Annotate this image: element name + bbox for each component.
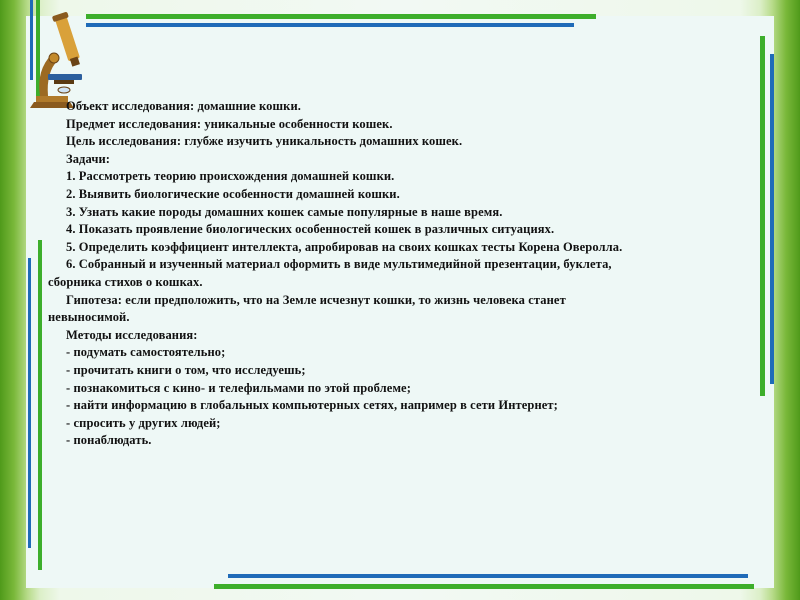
- microscope-icon: [30, 10, 96, 110]
- hypothesis: Гипотеза: если предположить, что на Земле исчезнут кошки, то жизнь человека станет: [66, 292, 566, 307]
- task-5: 5. Определить коэффициент интеллекта, апробировав на своих кошках тесты Корена Оверолла.: [66, 239, 623, 254]
- research-object: Объект исследования: домашние кошки.: [66, 99, 301, 113]
- method-item: - понаблюдать.: [66, 433, 152, 448]
- methods-heading: Методы исследования:: [66, 327, 198, 342]
- task-3: 3. Узнать какие породы домашних кошек самые популярные в наше время.: [66, 204, 503, 219]
- top-green-bar: [86, 14, 596, 19]
- bottom-green-bar: [214, 584, 754, 589]
- method-item: - спросить у других людей;: [66, 415, 221, 430]
- method-item: - познакомиться с кино- и телефильмами по этой проблеме;: [66, 380, 411, 395]
- hypothesis-continued: невыносимой.: [48, 310, 130, 325]
- left-green-bar: [38, 240, 42, 570]
- right-green-bar: [760, 36, 765, 396]
- task-1: 1. Рассмотреть теорию происхождения домашней кошки.: [66, 169, 395, 184]
- bottom-blue-bar: [228, 574, 748, 578]
- task-2: 2. Выявить биологические особенности домашней кошки.: [66, 186, 400, 201]
- research-goal: Цель исследования: глубже изучить уникальность домашних кошек.: [66, 134, 463, 149]
- right-blue-bar: [770, 54, 774, 384]
- tasks-heading: Задачи:: [66, 151, 111, 166]
- research-subject: Предмет исследования: уникальные особенности кошек.: [66, 116, 393, 131]
- slide-body: [48, 98, 760, 450]
- method-item: - найти информацию в глобальных компьютерных сетях, например в сети Интернет;: [66, 398, 558, 413]
- method-item: - прочитать книги о том, что исследуешь;: [66, 362, 306, 377]
- method-item: - подумать самостоятельно;: [66, 345, 226, 360]
- top-blue-bar: [86, 23, 574, 27]
- task-6-continued: сборника стихов о кошках.: [48, 274, 203, 289]
- task-6: 6. Собранный и изученный материал оформить в виде мультимедийной презентации, буклета,: [66, 257, 612, 272]
- task-4: 4. Показать проявление биологических особенностей кошек в различных ситуациях.: [66, 222, 555, 237]
- left-blue-bar: [28, 258, 31, 548]
